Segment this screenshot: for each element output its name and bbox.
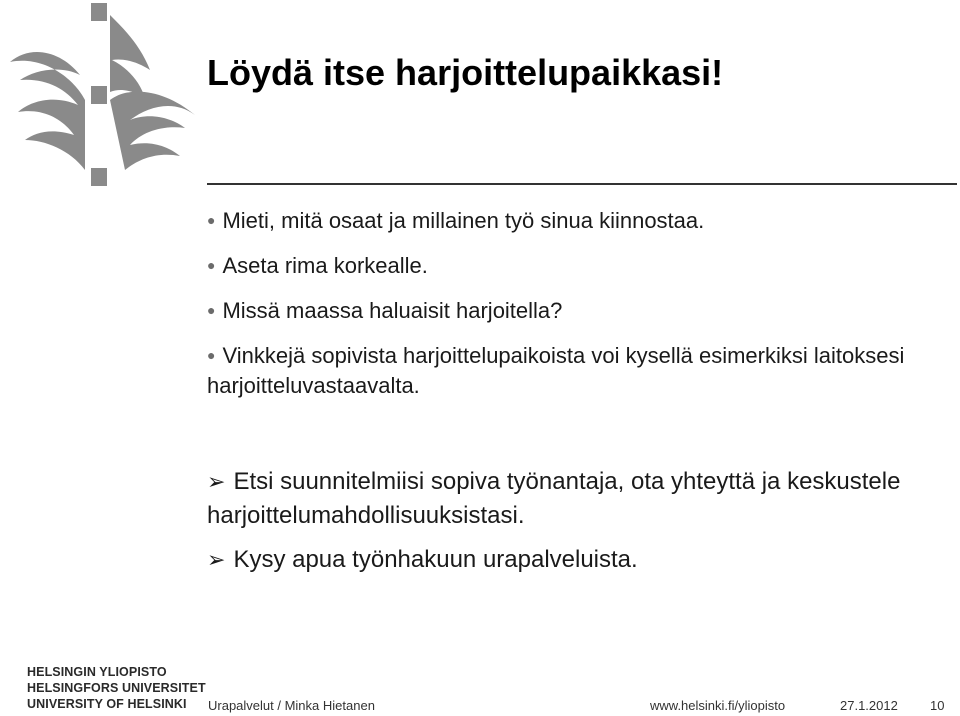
title-divider	[207, 183, 957, 185]
footer-page-number: 10	[930, 698, 945, 713]
bullet-dot-icon: ●	[207, 302, 216, 318]
footer-date: 27.1.2012	[840, 698, 898, 713]
bullet-dot-icon: ●	[207, 257, 216, 273]
footer-website[interactable]: www.helsinki.fi/yliopisto	[650, 698, 786, 713]
bullet-item: ● Vinkkejä sopivista harjoittelupaikoista voi kysellä esimerkiksi laitoksesi harjoitteluvastaavalta.	[207, 343, 905, 398]
university-name: HELSINGIN YLIOPISTO HELSINGFORS UNIVERSITET UNIVERSITY OF HELSINKI	[27, 665, 206, 711]
bullet-item: ● Missä maassa haluaisit harjoitella?	[207, 298, 563, 323]
bullet-list	[207, 205, 907, 415]
arrow-bullet-icon: ➢	[207, 547, 226, 572]
bullet-item: ● Mieti, mitä osaat ja millainen työ sinua kiinnostaa.	[207, 208, 705, 233]
arrow-list	[207, 465, 907, 587]
arrow-item: ➢ Etsi suunnitelmiisi sopiva työnantaja, ota yhteyttä ja keskustele harjoittelumahdollisuuksistasi.	[207, 468, 901, 529]
bullet-dot-icon: ●	[207, 347, 216, 363]
bullet-item: ● Aseta rima korkealle.	[207, 253, 428, 278]
footer-author: Urapalvelut / Minka Hietanen	[208, 698, 375, 713]
arrow-item: ➢ Kysy apua työnhakuun urapalveluista.	[207, 546, 638, 573]
bullet-dot-icon: ●	[207, 212, 216, 228]
helsinki-flame-logo-icon	[0, 0, 200, 190]
slide-title: Löydä itse harjoittelupaikkasi!	[207, 52, 724, 93]
arrow-bullet-icon: ➢	[207, 469, 226, 494]
